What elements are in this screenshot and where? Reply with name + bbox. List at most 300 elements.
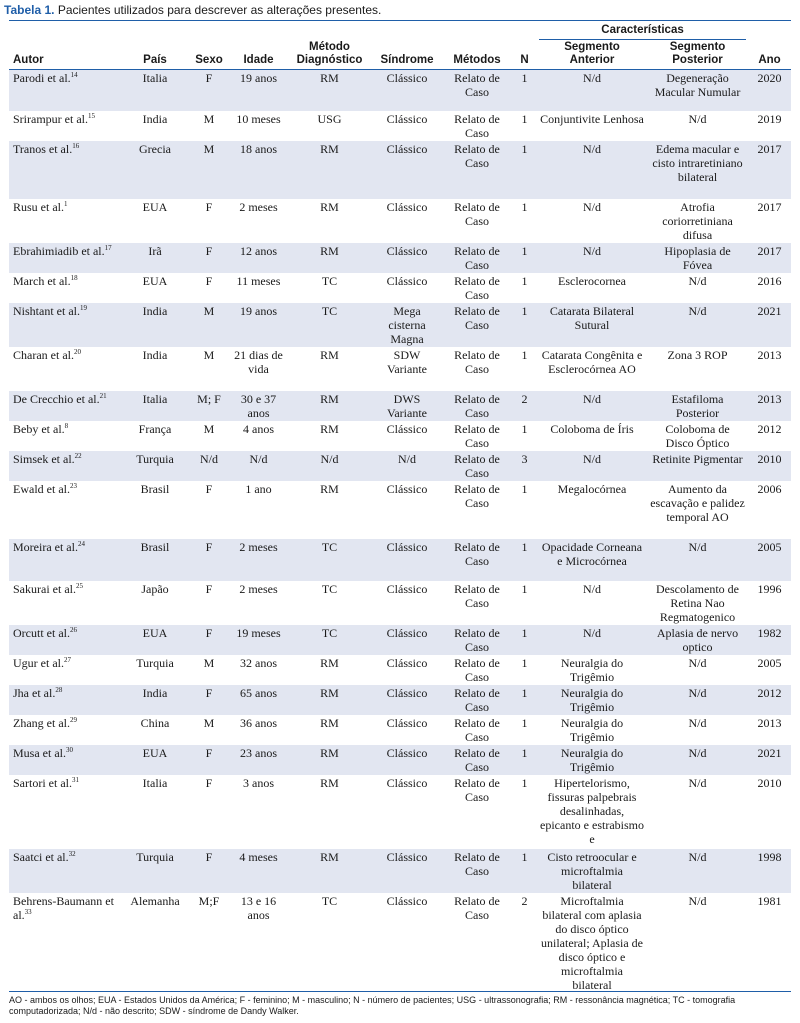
author-name: Moreira et al. (13, 540, 78, 554)
cell-metodos: Relato de Caso (454, 482, 500, 510)
cell-n: 1 (512, 685, 537, 715)
cell-sindrome: N/d (372, 451, 442, 481)
reference-number: 18 (70, 274, 78, 282)
cell-sindrome: Clássico (386, 482, 428, 496)
cell-sindrome: Clássico (386, 112, 428, 126)
cell-sexo: F (188, 745, 230, 775)
cell-posterior: Descolamento de Retina Nao Regmatogenico (656, 582, 739, 624)
cell-anterior: N/d (537, 391, 647, 421)
cell-autor (9, 655, 122, 685)
author-name: Srirampur et al. (13, 112, 88, 126)
table-row (9, 273, 791, 303)
table-row (9, 391, 791, 421)
cell-n: 1 (512, 539, 537, 581)
cell-autor (9, 303, 122, 347)
cell-ano: 2021 (748, 303, 791, 347)
cell-n: 1 (521, 200, 528, 214)
cell-metodos: Relato de Caso (442, 745, 512, 775)
cell-anterior: Catarata Bilateral Sutural (537, 303, 647, 347)
cell-posterior: N/d (688, 776, 707, 790)
cell-idade: 21 dias de vida (234, 348, 283, 376)
cell-ano: 2013 (757, 716, 782, 730)
cell-sexo: F (188, 849, 230, 893)
cell-pais: EUA (142, 274, 168, 288)
header-segmento-posterior: Segmento Posterior (647, 41, 748, 70)
cell-anterior: N/d (537, 141, 647, 199)
cell-anterior: Microftalmia bilateral com aplasia do disco óptico unilateral; Aplasia de disco óptico e microftalmia bilateral (541, 894, 643, 992)
cell-autor (9, 273, 122, 303)
author-name: March et al. (13, 274, 71, 288)
cell-idade: 10 meses (236, 112, 281, 126)
cell-ano: 2005 (748, 539, 791, 581)
reference-number: 19 (79, 304, 87, 312)
cell-pais: India (142, 348, 168, 362)
cell-pais: EUA (142, 200, 168, 214)
cell-ano: 2012 (757, 422, 782, 436)
cell-autor (9, 539, 122, 581)
cell-sindrome: Mega cisterna Magna (372, 303, 442, 347)
cell-posterior: N/d (647, 685, 748, 715)
table-row (9, 199, 791, 243)
cell-n: 1 (512, 243, 537, 273)
cell-pais: China (140, 716, 170, 730)
author-name: Ebrahimiadib et al. (13, 244, 105, 258)
cell-idade: 30 e 37 anos (230, 391, 287, 421)
cell-metodos: Relato de Caso (442, 243, 512, 273)
cell-metodo: RM (287, 141, 372, 199)
cell-metodos: Relato de Caso (454, 274, 500, 302)
cell-anterior: Neuralgia do Trigêmio (560, 656, 624, 684)
cell-metodo: RM (320, 776, 339, 790)
table-row (9, 141, 791, 199)
cell-pais: Japão (141, 582, 169, 596)
cell-idade: 19 anos (230, 303, 287, 347)
cell-sindrome: Clássico (372, 849, 442, 893)
header-autor: Autor (9, 41, 122, 70)
cell-metodo: TC (321, 582, 338, 596)
reference-number: 31 (71, 776, 79, 784)
table-row (9, 243, 791, 273)
reference-number: 1 (64, 200, 68, 208)
table-row (9, 715, 791, 745)
cell-sindrome: DWS Variante (372, 391, 442, 421)
cell-sindrome: Clássico (372, 141, 442, 199)
cell-metodo: RM (320, 482, 339, 496)
cell-sexo: F (205, 776, 213, 790)
author-name: Behrens-Baumann et al. (13, 894, 114, 922)
cell-metodo: TC (287, 539, 372, 581)
table-row (9, 481, 791, 539)
cell-anterior: Neuralgia do Trigêmio (560, 716, 624, 744)
cell-pais: Italia (142, 776, 168, 790)
cell-posterior: Degeneração Macular Numular (647, 69, 748, 111)
cell-sexo: M; F (188, 391, 230, 421)
reference-number: 22 (74, 452, 82, 460)
cell-ano: 2017 (748, 141, 791, 199)
cell-anterior: N/d (583, 582, 601, 596)
cell-metodo: N/d (287, 451, 372, 481)
cell-n: 2 (521, 894, 528, 908)
cell-ano: 2020 (748, 69, 791, 111)
cell-pais: Turquia (136, 656, 174, 670)
cell-ano: 2006 (757, 482, 782, 496)
cell-sindrome: Clássico (372, 685, 442, 715)
header-n: N (512, 41, 537, 70)
cell-metodo: TC (321, 274, 338, 288)
cell-pais: Grecia (122, 141, 188, 199)
cell-idade: 36 anos (240, 716, 277, 730)
cell-n: 1 (512, 625, 537, 655)
cell-anterior: Hipertelorismo, fissuras palpebrais desalinhadas, epicanto e estrabismo e (540, 776, 644, 846)
cell-metodo: TC (287, 625, 372, 655)
cell-pais: Brasil (140, 482, 170, 496)
reference-number: 15 (87, 112, 95, 120)
author-name: Sartori et al. (13, 776, 72, 790)
cell-sindrome: Clássico (372, 539, 442, 581)
cell-idade: 65 anos (230, 685, 287, 715)
cell-metodos: Relato de Caso (442, 539, 512, 581)
reference-number: 16 (72, 142, 80, 150)
cell-metodo: TC (287, 303, 372, 347)
cell-sexo: F (205, 482, 213, 496)
cell-posterior: Zona 3 ROP (667, 348, 728, 362)
reference-number: 24 (77, 540, 85, 548)
cell-n: 1 (521, 656, 528, 670)
reference-number: 26 (69, 626, 77, 634)
header-metodos: Métodos (442, 41, 512, 70)
cell-posterior: N/d (647, 745, 748, 775)
table-row (9, 539, 791, 581)
cell-metodos: Relato de Caso (454, 112, 500, 140)
author-name: Ewald et al. (13, 482, 70, 496)
cell-autor (9, 141, 122, 199)
cell-posterior: N/d (688, 112, 707, 126)
cell-ano: 2019 (757, 112, 782, 126)
cell-ano: 1982 (748, 625, 791, 655)
table-row (9, 581, 791, 625)
header-caracteristicas: Características (537, 21, 748, 41)
cell-metodos: Relato de Caso (442, 625, 512, 655)
cell-idade: 1 ano (245, 482, 272, 496)
cell-sexo: M;F (198, 894, 220, 908)
header-idade: Idade (230, 41, 287, 70)
cell-sindrome: Clássico (386, 894, 428, 908)
cell-metodo: RM (287, 685, 372, 715)
header-ano: Ano (748, 41, 791, 70)
cell-metodos: Relato de Caso (442, 849, 512, 893)
cell-pais: EUA (122, 625, 188, 655)
cell-idade: 23 anos (230, 745, 287, 775)
cell-pais: Italia (122, 69, 188, 111)
cell-n: 1 (521, 348, 528, 362)
cell-pais: India (122, 303, 188, 347)
cell-pais: Brasil (122, 539, 188, 581)
cell-sexo: M (203, 112, 215, 126)
author-name: Beby et al. (13, 422, 65, 436)
table-row (9, 303, 791, 347)
table-row (9, 421, 791, 451)
cell-sexo: F (188, 539, 230, 581)
cell-metodos: Relato de Caso (454, 894, 500, 922)
cell-sindrome: Clássico (372, 243, 442, 273)
cell-n: 2 (512, 391, 537, 421)
cell-n: 1 (521, 482, 528, 496)
cell-anterior: N/d (583, 200, 601, 214)
cell-n: 1 (512, 141, 537, 199)
cell-metodo: RM (287, 243, 372, 273)
cell-ano: 2010 (748, 451, 791, 481)
cell-idade: 18 anos (230, 141, 287, 199)
cell-metodo: RM (287, 745, 372, 775)
author-name: Parodi et al. (13, 70, 71, 85)
cell-posterior: Edema macular e cisto intraretiniano bilateral (647, 141, 748, 199)
cell-sexo: M (188, 141, 230, 199)
cell-autor (9, 111, 122, 141)
header-metodo-diagnostico: Método Diagnóstico (287, 41, 372, 70)
reference-number: 23 (69, 482, 77, 490)
cell-posterior: N/d (688, 656, 707, 670)
cell-autor (9, 421, 122, 451)
header-sexo: Sexo (188, 41, 230, 70)
reference-number: 28 (55, 686, 63, 694)
cell-autor (9, 849, 122, 893)
cell-autor (9, 451, 122, 481)
cell-n: 3 (512, 451, 537, 481)
cell-autor (9, 199, 122, 243)
cell-autor (9, 745, 122, 775)
cell-metodo: RM (320, 348, 339, 362)
cell-metodo: RM (287, 69, 372, 111)
reference-number: 33 (24, 908, 32, 916)
cell-sindrome: Clássico (372, 625, 442, 655)
cell-pais: Italia (122, 391, 188, 421)
cell-pais: Alemanha (130, 894, 180, 908)
table-row (9, 745, 791, 775)
cell-anterior: Esclerocornea (558, 274, 626, 288)
cell-posterior: N/d (647, 539, 748, 581)
cell-pais: India (122, 685, 188, 715)
author-name: Nishtant et al. (13, 304, 80, 318)
cell-ano: 2012 (748, 685, 791, 715)
cell-posterior: N/d (688, 716, 707, 730)
cell-idade: 13 e 16 anos (240, 894, 277, 922)
patients-table (9, 20, 791, 1011)
cell-anterior: N/d (537, 69, 647, 111)
header-segmento-anterior: Segmento Anterior (537, 41, 647, 70)
cell-n: 1 (512, 745, 537, 775)
cell-metodos: Relato de Caso (454, 656, 500, 684)
author-name: De Crecchio et al. (13, 392, 100, 406)
cell-idade: 3 anos (243, 776, 274, 790)
cell-anterior: Conjuntivite Lenhosa (540, 112, 644, 126)
cell-idade: 4 anos (243, 422, 274, 436)
cell-n: 1 (512, 849, 537, 893)
reference-number: 21 (99, 392, 107, 400)
cell-sexo: F (205, 582, 213, 596)
reference-number: 20 (73, 348, 81, 356)
cell-autor (9, 481, 122, 539)
cell-n: 1 (521, 112, 528, 126)
cell-pais: EUA (122, 745, 188, 775)
cell-metodo: RM (320, 716, 339, 730)
cell-autor (9, 775, 122, 849)
table-row (9, 451, 791, 481)
author-name: Musa et al. (13, 746, 66, 760)
cell-idade: 11 meses (236, 274, 281, 288)
cell-posterior: N/d (688, 274, 707, 288)
reference-number: 29 (69, 716, 77, 724)
cell-metodos: Relato de Caso (454, 776, 500, 804)
author-name: Zhang et al. (13, 716, 70, 730)
cell-sexo: M (203, 716, 215, 730)
cell-posterior: Aumento da escavação e palidez temporal AO (650, 482, 745, 524)
cell-metodos: Relato de Caso (442, 303, 512, 347)
cell-sexo: F (205, 274, 213, 288)
cell-sindrome: Clássico (386, 716, 428, 730)
cell-metodo: RM (320, 200, 339, 214)
cell-sexo: F (188, 685, 230, 715)
cell-posterior: N/d (647, 303, 748, 347)
cell-anterior: N/d (537, 625, 647, 655)
cell-pais: Irã (122, 243, 188, 273)
table-footnote: AO - ambos os olhos; EUA - Estados Unidos da América; F - feminino; M - masculino; N - número de pacientes; USG - ultrassonografia; RM - ressonância magnética; TC - tomografia computadorizada; N/d - não descrito; SDW - síndrome de Dandy Walker. (9, 991, 791, 1017)
cell-idade: N/d (230, 451, 287, 481)
cell-anterior: Neuralgia do Trigêmio (537, 745, 647, 775)
author-name: Jha et al. (13, 686, 56, 700)
cell-sindrome: Clássico (386, 200, 428, 214)
cell-sexo: F (188, 69, 230, 111)
cell-ano: 2016 (757, 274, 782, 288)
cell-n: 1 (521, 716, 528, 730)
cell-ano: 1998 (748, 849, 791, 893)
author-name: Orcutt et al. (13, 626, 70, 640)
reference-number: 30 (66, 746, 73, 754)
cell-posterior: N/d (688, 894, 707, 908)
cell-ano: 2013 (748, 391, 791, 421)
cell-sindrome: Clássico (372, 745, 442, 775)
cell-autor (9, 715, 122, 745)
cell-autor (9, 243, 122, 273)
cell-n: 1 (521, 274, 528, 288)
cell-metodos: Relato de Caso (454, 200, 500, 228)
cell-metodos: Relato de Caso (454, 348, 500, 376)
cell-metodos: Relato de Caso (442, 685, 512, 715)
table-caption-label: Tabela 1. (4, 3, 55, 17)
author-name: Simsek et al. (13, 452, 75, 466)
cell-ano: 2017 (757, 200, 782, 214)
cell-anterior: Coloboma de Íris (550, 422, 634, 436)
cell-metodo: TC (321, 894, 338, 908)
cell-ano: 2010 (757, 776, 782, 790)
author-name: Tranos et al. (13, 142, 73, 156)
cell-anterior: Opacidade Corneana e Microcórnea (537, 539, 647, 581)
cell-idade: 4 meses (230, 849, 287, 893)
table-row (9, 655, 791, 685)
cell-posterior: Atrofia coriorretiniana difusa (662, 200, 733, 242)
cell-posterior: Hipoplasia de Fóvea (647, 243, 748, 273)
cell-ano: 1996 (757, 582, 782, 596)
cell-pais: India (142, 112, 168, 126)
cell-posterior: Aplasia de nervo optico (647, 625, 748, 655)
reference-number: 8 (64, 422, 69, 430)
table-caption (4, 3, 381, 17)
cell-idade: 19 meses (230, 625, 287, 655)
cell-idade: 12 anos (230, 243, 287, 273)
cell-idade: 2 meses (239, 582, 278, 596)
cell-sindrome: Clássico (386, 422, 428, 436)
table-row (9, 775, 791, 849)
cell-anterior: Megalocórnea (557, 482, 627, 496)
cell-idade: 2 meses (230, 539, 287, 581)
table-row (9, 625, 791, 655)
cell-sindrome: Clássico (386, 776, 428, 790)
cell-sexo: M (188, 303, 230, 347)
cell-metodo: RM (320, 422, 339, 436)
cell-metodos: Relato de Caso (442, 69, 512, 111)
cell-posterior: Coloboma de Disco Óptico (665, 422, 730, 450)
cell-ano: 2005 (757, 656, 782, 670)
author-name: Rusu et al. (13, 200, 64, 214)
cell-metodo: RM (287, 391, 372, 421)
cell-posterior: Retinite Pigmentar (647, 451, 748, 481)
cell-autor (9, 69, 122, 111)
table-row (9, 849, 791, 893)
cell-n: 1 (521, 422, 528, 436)
cell-autor (9, 581, 122, 625)
cell-sexo: F (205, 200, 213, 214)
cell-n: 1 (512, 69, 537, 111)
cell-sindrome: Clássico (386, 582, 428, 596)
table-caption-text: Pacientes utilizados para descrever as alterações presentes. (57, 3, 382, 17)
header-sindrome: Síndrome (372, 41, 442, 70)
cell-pais: Turquia (122, 451, 188, 481)
cell-ano: 2017 (748, 243, 791, 273)
table-row (9, 111, 791, 141)
cell-anterior: N/d (537, 451, 647, 481)
author-name: Charan et al. (13, 348, 74, 362)
cell-anterior: Catarata Congênita e Esclerocórnea AO (541, 348, 643, 376)
reference-number: 32 (68, 850, 76, 858)
cell-anterior: Neuralgia do Trigêmio (537, 685, 647, 715)
cell-metodo: RM (320, 656, 339, 670)
cell-autor (9, 685, 122, 715)
cell-metodos: Relato de Caso (454, 582, 500, 610)
cell-sexo: M (203, 656, 215, 670)
author-name: Saatci et al. (13, 850, 69, 864)
cell-pais: França (138, 422, 172, 436)
table-row (9, 685, 791, 715)
author-name: Sakurai et al. (13, 582, 76, 596)
cell-metodo: USG (317, 112, 342, 126)
cell-ano: 1981 (757, 894, 782, 908)
header-pais: País (122, 41, 188, 70)
cell-idade: 32 anos (240, 656, 277, 670)
reference-number: 27 (63, 656, 71, 664)
cell-sexo: F (188, 625, 230, 655)
cell-posterior: N/d (647, 849, 748, 893)
cell-n: 1 (521, 776, 528, 790)
cell-metodos: Relato de Caso (442, 391, 512, 421)
cell-metodo: RM (287, 849, 372, 893)
cell-sindrome: Clássico (386, 274, 428, 288)
cell-sindrome: Clássico (372, 69, 442, 111)
cell-ano: 2013 (757, 348, 782, 362)
cell-sexo: M (203, 422, 215, 436)
table-row (9, 69, 791, 111)
cell-metodos: Relato de Caso (442, 141, 512, 199)
cell-idade: 19 anos (230, 69, 287, 111)
table-body (9, 69, 791, 1011)
